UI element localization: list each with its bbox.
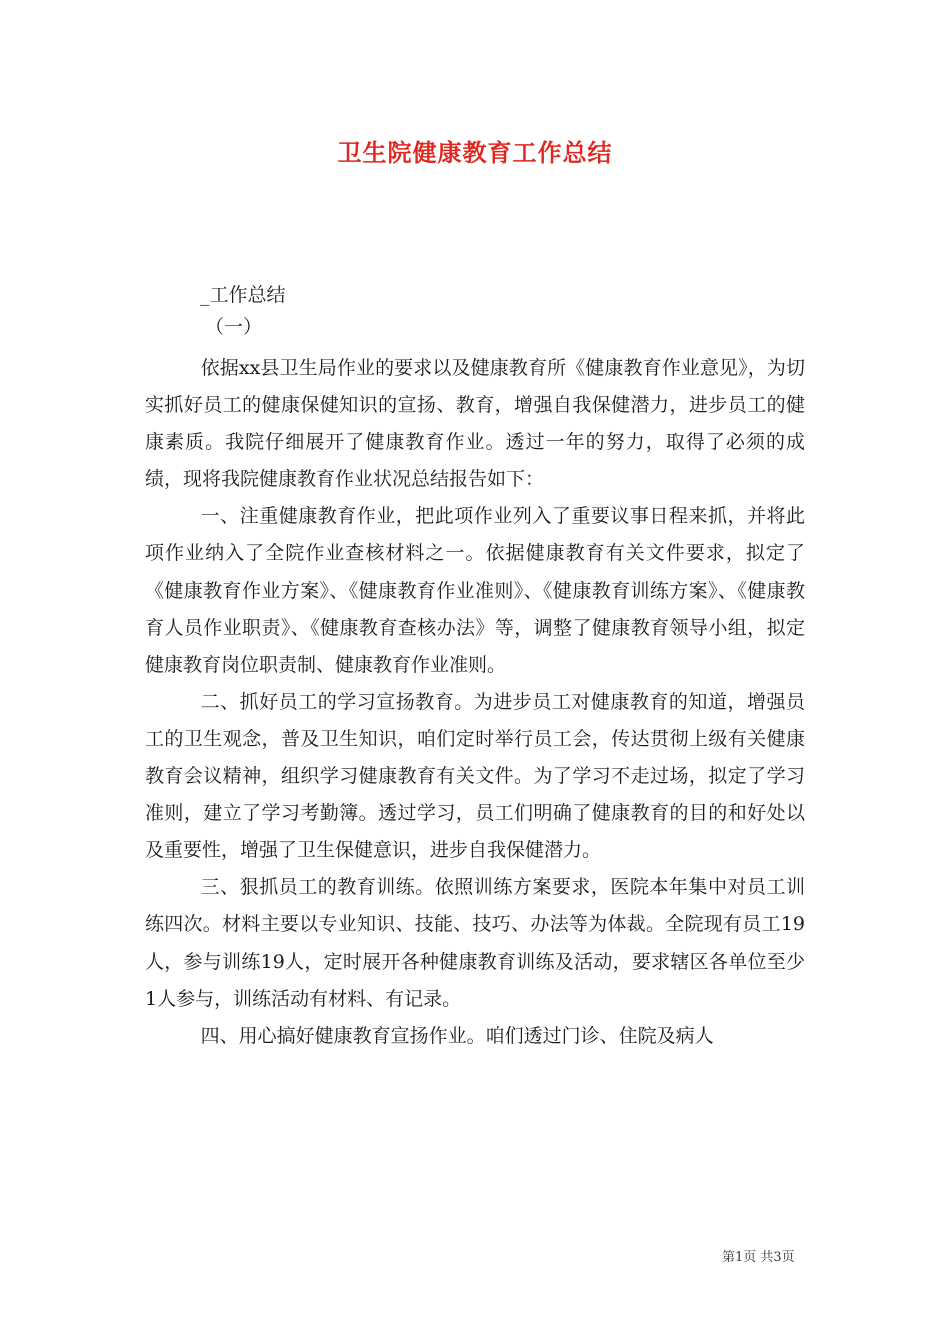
- paragraph-1: 一、注重健康教育作业，把此项作业列入了重要议事日程来抓，并将此项作业纳入了全院作业查核材料之一。依据健康教育有关文件要求，拟定了《健康教育作业方案》、《健康教育作业准则》、《健康教育训练方案》、《健康教育人员作业职责》、《健康教育查核办法》等，调整了健康教育领导小组，拟定健康教育岗位职责制、健康教育作业准则。: [145, 505, 805, 676]
- document-title: 卫生院健康教育工作总结: [337, 139, 613, 167]
- paragraph-intro: 依据xx县卫生局作业的要求以及健康教育所《健康教育作业意见》，为切实抓好员工的健康保健知识的宣扬、教育，增强自我保健潜力，进步员工的健康素质。我院仔细展开了健康教育作业。透过一年的努力，取得了必须的成绩，现将我院健康教育作业状况总结报告如下：: [145, 357, 805, 491]
- paragraph-3: 三、狠抓员工的教育训练。依照训练方案要求，医院本年集中对员工训练四次。材料主要以专业知识、技能、技巧、办法等为体裁。全院现有员工19人，参与训练19人，定时展开各种健康教育训练及活动，要求辖区各单位至少1人参与，训练活动有材料、有记录。: [145, 876, 805, 1010]
- document-subtitle: _工作总结: [200, 284, 286, 306]
- paragraph-4: 四、用心搞好健康教育宣扬作业。咱们透过门诊、住院及病人: [200, 1024, 714, 1047]
- section-number: （一）: [205, 316, 263, 338]
- page-footer: 第1页 共3页: [722, 1250, 795, 1265]
- document-body: [145, 350, 805, 1055]
- paragraph-2: 二、抓好员工的学习宣扬教育。为进步员工对健康教育的知道，增强员工的卫生观念，普及卫生知识，咱们定时举行员工会，传达贯彻上级有关健康教育会议精神，组织学习健康教育有关文件。为了学习不走过场，拟定了学习准则，建立了学习考勤簿。透过学习，员工们明确了健康教育的目的和好处以及重要性，增强了卫生保健意识，进步自我保健潜力。: [145, 690, 805, 862]
